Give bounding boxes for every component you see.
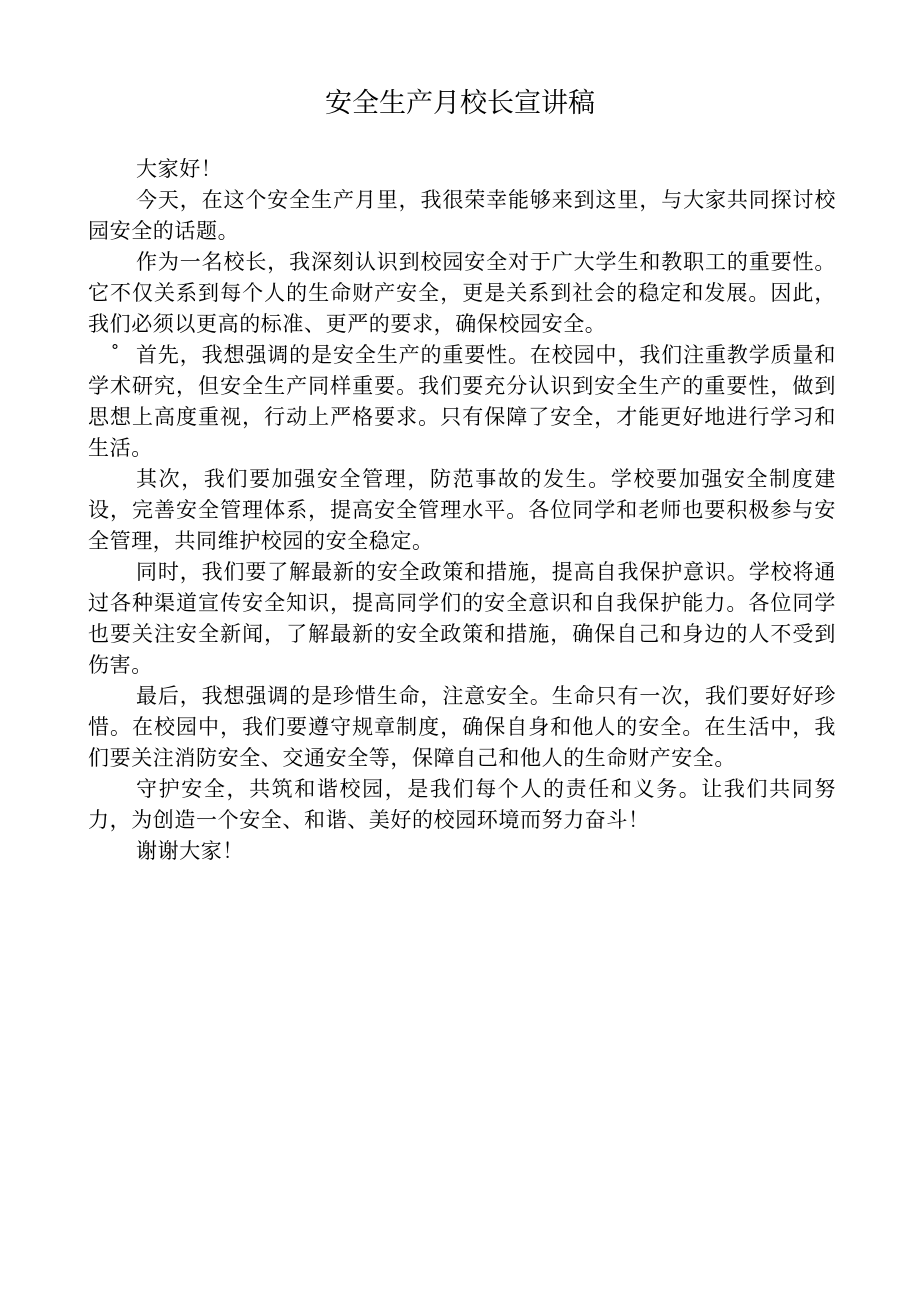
paragraph-first-point	[88, 340, 836, 464]
paragraph-thanks: 谢谢大家！	[136, 839, 244, 863]
paragraph-intro: 今天，在这个安全生产月里，我很荣幸能够来到这里，与大家共同探讨校园安全的话题。	[88, 188, 836, 243]
paragraph-final-point: 最后，我想强调的是珍惜生命，注意安全。生命只有一次，我们要好好珍惜。在校园中，我们要遵守规章制度，确保自身和他人的安全。在生活中，我们要关注消防安全、交通安全等，保障自己和他人的生命财产安全。	[88, 684, 836, 770]
paragraph-first-point-text: 首先，我想强调的是安全生产的重要性。在校园中，我们注重教学质量和学术研究，但安全生产同样重要。我们要充分认识到安全生产的重要性，做到思想上高度重视，行动上严格要求。只有保障了安全，才能更好地进行学习和生活。	[88, 343, 836, 460]
paragraph-third-point: 同时，我们要了解最新的安全政策和措施，提高自我保护意识。学校将通过各种渠道宣传安全知识，提高同学们的安全意识和自我保护能力。各位同学也要关注安全新闻，了解最新的安全政策和措施，确保自己和身边的人不受到伤害。	[88, 560, 836, 677]
degree-mark: °	[111, 341, 120, 360]
document-title: 安全生产月校长宣讲稿	[325, 88, 595, 119]
paragraph-second-point: 其次，我们要加强安全管理，防范事故的发生。学校要加强安全制度建设，完善安全管理体系，提高安全管理水平。各位同学和老师也要积极参与安全管理，共同维护校园的安全稳定。	[88, 467, 836, 553]
paragraph-principal-awareness: 作为一名校长，我深刻认识到校园安全对于广大学生和教职工的重要性。它不仅关系到每个人的生命财产安全，更是关系到社会的稳定和发展。因此，我们必须以更高的标准、更严的要求，确保校园安全。	[88, 250, 836, 336]
paragraph-closing: 守护安全，共筑和谐校园，是我们每个人的责任和义务。让我们共同努力，为创造一个安全、和谐、美好的校园环境而努力奋斗！	[88, 777, 836, 832]
document-body	[88, 154, 836, 867]
paragraph-greeting: 大家好！	[136, 157, 223, 181]
